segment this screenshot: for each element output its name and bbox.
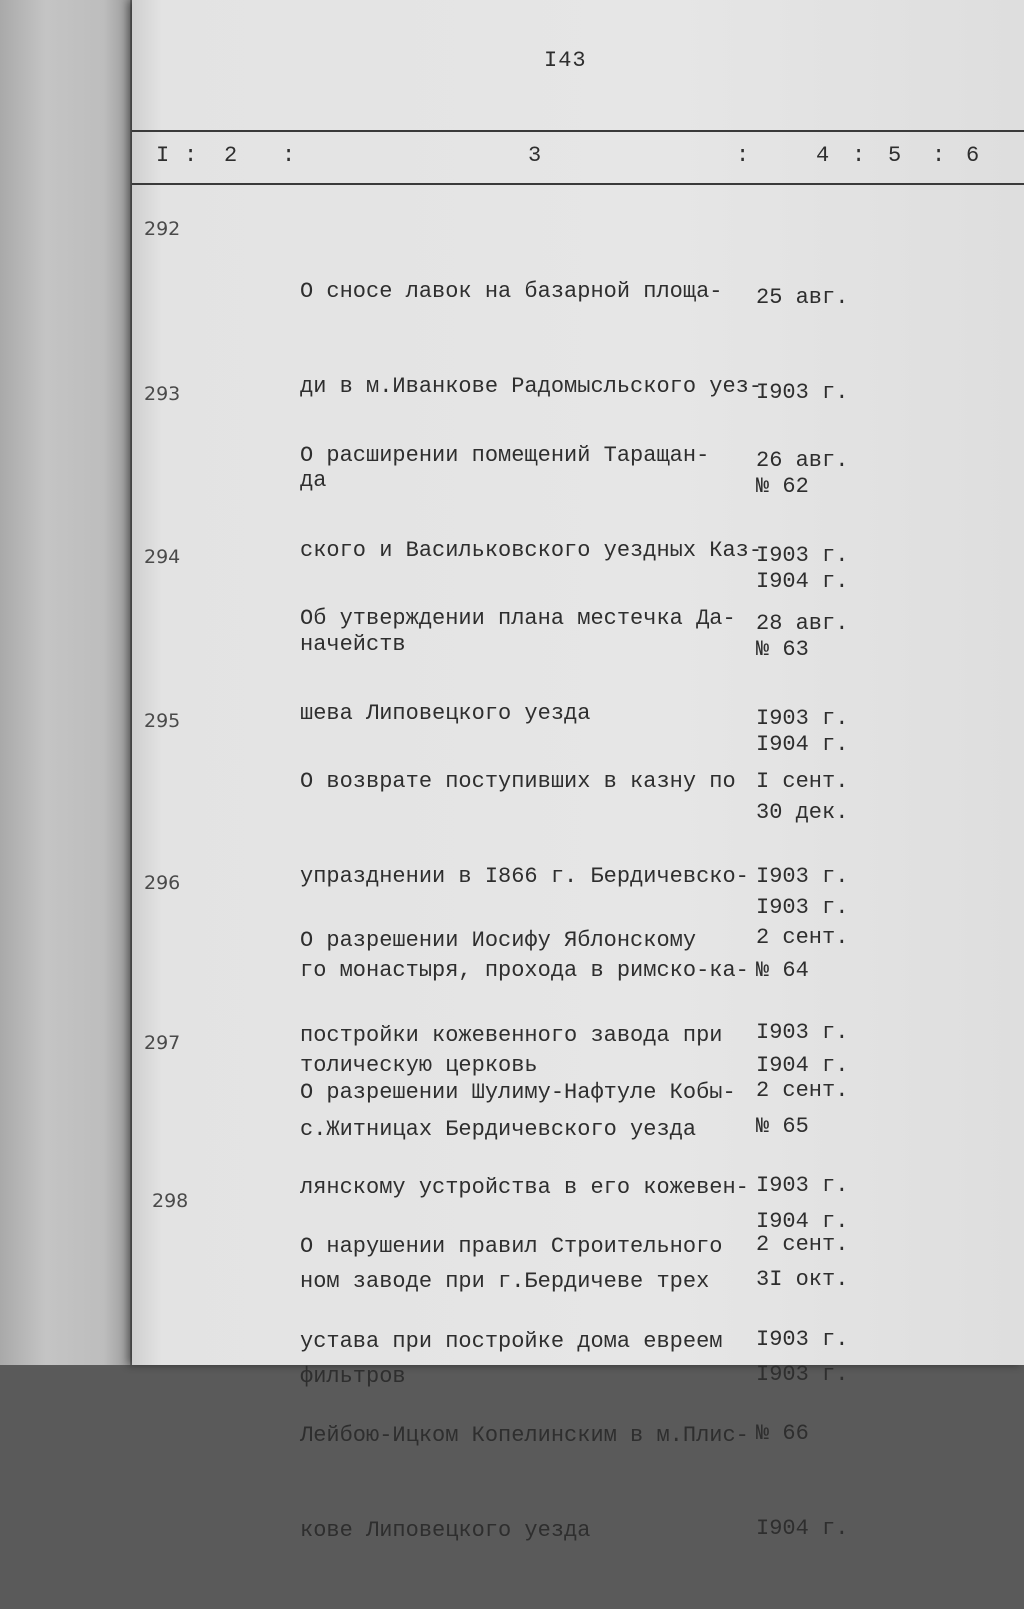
description-line: кове Липовецкого уезда bbox=[300, 1517, 591, 1543]
date-line: I903 г. bbox=[756, 542, 849, 568]
entry-number: 297 bbox=[144, 1032, 181, 1054]
date-line: 3I окт. bbox=[756, 1267, 849, 1292]
date-line: I903 г. bbox=[756, 1326, 849, 1352]
archive-page bbox=[132, 0, 1024, 1543]
description-line: постройки кожевенного завода при bbox=[300, 1022, 723, 1048]
date-line: 25 авг. bbox=[756, 285, 849, 310]
date-line: № 63 bbox=[756, 637, 809, 662]
description-line: устава при постройке дома евреем bbox=[300, 1328, 723, 1354]
description-line: О разрешении Шулиму-Нафтуле Кобы- bbox=[300, 1080, 736, 1105]
date-line: № 66 bbox=[756, 1421, 809, 1446]
column-header-1: I bbox=[156, 143, 170, 168]
date-line: I904 г. bbox=[756, 1208, 849, 1234]
date-line: № 62 bbox=[756, 474, 809, 499]
date-line: I903 г. bbox=[756, 1361, 849, 1387]
entry-dates bbox=[756, 1166, 866, 1607]
description-line: ном заводе при г.Бердичеве трех bbox=[300, 1269, 710, 1294]
description-line: О возврате поступивших в казну по bbox=[300, 769, 736, 794]
column-separator: : bbox=[932, 143, 946, 168]
entry-number: 294 bbox=[144, 546, 181, 568]
description-line: Об утверждении плана местечка Да- bbox=[300, 606, 736, 631]
column-separator: : bbox=[852, 143, 866, 168]
description-line: толическую церковь bbox=[300, 1052, 538, 1078]
date-line: I903 г. bbox=[756, 379, 849, 405]
description-line: го монастыря, прохода в римско-ка- bbox=[300, 958, 749, 983]
column-header-3: 3 bbox=[528, 143, 542, 168]
description-line: О нарушении правил Строительного bbox=[300, 1234, 723, 1259]
description-line: с.Житницах Бердичевского уезда bbox=[300, 1117, 697, 1142]
header-top-rule bbox=[132, 130, 1024, 132]
date-line: № 65 bbox=[756, 1114, 809, 1139]
page-number: I43 bbox=[544, 48, 587, 73]
description-line: фильтров bbox=[300, 1363, 406, 1389]
date-line: I904 г. bbox=[756, 1052, 849, 1078]
date-line: I сент. bbox=[756, 769, 849, 794]
entry-number: 295 bbox=[144, 710, 181, 732]
column-separator: : bbox=[184, 143, 198, 168]
entry-number: 296 bbox=[144, 872, 181, 894]
entry-number: 292 bbox=[144, 218, 181, 240]
underlying-page bbox=[0, 0, 130, 1365]
description-line: О разрешении Иосифу Яблонскому bbox=[300, 928, 697, 953]
date-line: I903 г. bbox=[756, 1172, 849, 1198]
date-line: 2 сент. bbox=[756, 1232, 849, 1257]
date-line: I904 г. bbox=[756, 1515, 849, 1541]
description-line: О расширении помещений Таращан- bbox=[300, 443, 710, 468]
column-header-4: 4 bbox=[816, 143, 830, 168]
column-header-6: 6 bbox=[966, 143, 980, 168]
column-header-5: 5 bbox=[888, 143, 902, 168]
description-line: начейств bbox=[300, 632, 406, 657]
description-line: упразднении в I866 г. Бердичевско- bbox=[300, 863, 749, 889]
description-line: Лейбою-Ицком Копелинским в м.Плис- bbox=[300, 1423, 749, 1448]
description-line: да bbox=[300, 468, 327, 493]
date-line: I904 г. bbox=[756, 731, 849, 757]
date-line: 28 авг. bbox=[756, 611, 849, 636]
date-line: 30 дек. bbox=[756, 800, 849, 825]
column-header-2: 2 bbox=[224, 143, 238, 168]
description-line: лянскому устройства в его кожевен- bbox=[300, 1174, 749, 1200]
date-line: 26 авг. bbox=[756, 448, 849, 473]
date-line: I904 г. bbox=[756, 568, 849, 594]
date-line: № 64 bbox=[756, 958, 809, 983]
column-separator: : bbox=[736, 143, 750, 168]
entry-description bbox=[300, 1168, 749, 1609]
column-separator: : bbox=[282, 143, 296, 168]
date-line: I903 г. bbox=[756, 1019, 849, 1045]
date-line: 2 сент. bbox=[756, 1078, 849, 1103]
description-line: шева Липовецкого уезда bbox=[300, 700, 591, 726]
header-bottom-rule bbox=[132, 183, 1024, 185]
description-line: ди в м.Иванкове Радомысльского уез- bbox=[300, 373, 763, 399]
description-line: ского и Васильковского уездных Каз- bbox=[300, 537, 763, 563]
date-line: I903 г. bbox=[756, 705, 849, 731]
date-line: I903 г. bbox=[756, 863, 849, 889]
entry-number: 293 bbox=[144, 383, 181, 405]
entry-number: 298 bbox=[152, 1190, 189, 1212]
date-line: 2 сент. bbox=[756, 925, 849, 950]
description-line: О сносе лавок на базарной площа- bbox=[300, 279, 723, 304]
date-line: I903 г. bbox=[756, 894, 849, 920]
